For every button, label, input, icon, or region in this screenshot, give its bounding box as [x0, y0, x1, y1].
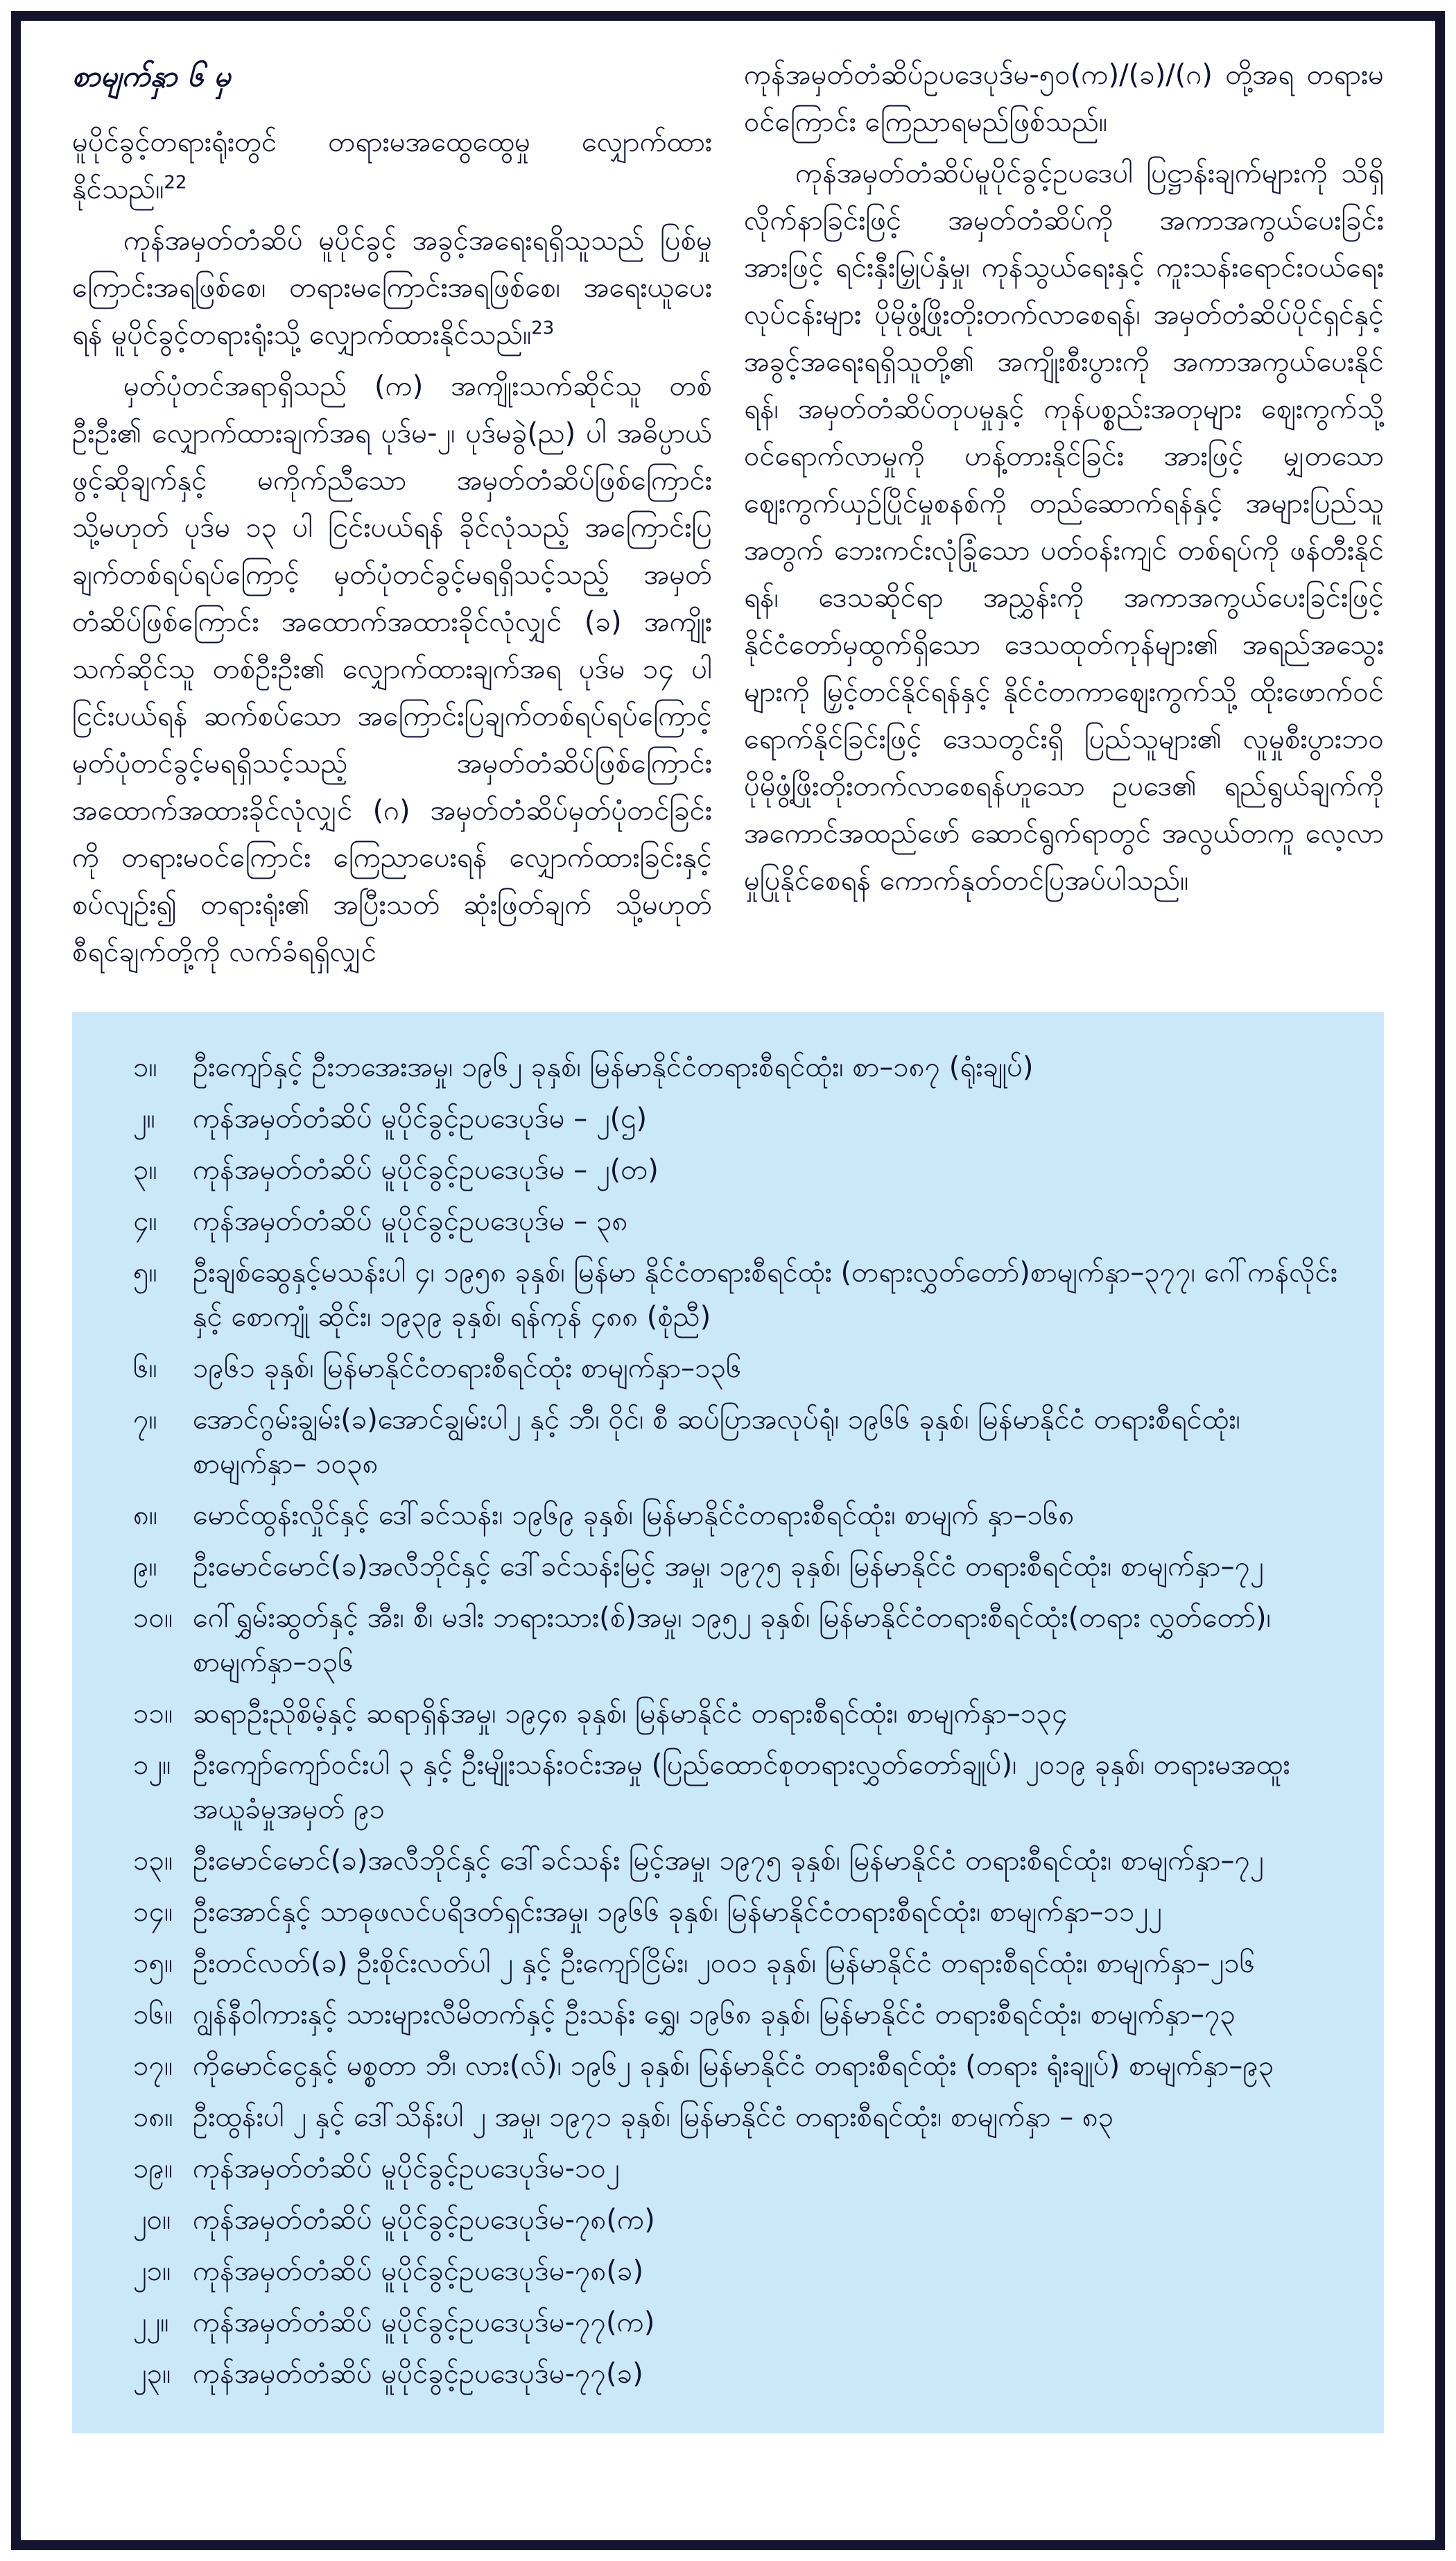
- reference-number: ၂။: [133, 1103, 155, 1135]
- reference-number: ၁၈။: [133, 2101, 173, 2134]
- reference-item-12: [104, 1743, 1352, 1831]
- reference-number: ၂၁။: [133, 2255, 171, 2288]
- right-column: [744, 51, 1384, 908]
- reference-text: ဂေါ်ရွှမ်းဆွတ်နှင့် အီး၊ စီ၊ မဒါး ဘရားသား(စ်)အမှု၊ ၁၉၅၂ ခုနှစ်၊ မြန်မာနိုင်ငံတရားစီရင်ထုံး(တရား လွှတ်တော်)၊ စာမျက်နှာ–၁၃၆: [193, 1602, 1271, 1679]
- reference-item-13: [104, 1838, 1352, 1883]
- reference-item-9: [104, 1544, 1352, 1589]
- reference-text: ဆရာဦးညိုစိမ့်နှင့် ဆရာရှိန်အမှု၊ ၁၉၄၈ ခုနှစ်၊ မြန်မာနိုင်ငံ တရားစီရင်ထုံး၊ စာမျက်နှာ–၁၃၄: [193, 1698, 1068, 1730]
- paragraph-5-text: ကုန်အမှတ်တံဆိပ်မူပိုင်ခွင့်ဥပဒေပါ ပြဋ္ဌာန်းချက်များကို သိရှိလိုက်နာခြင်းဖြင့် အမှတ်တံဆိပ်ကို အကာအကွယ်ပေးခြင်းအားဖြင့် ရင်းနှီးမြှုပ်နှံမှု၊ ကုန်သွယ်ရေးနှင့် ကူးသန်းရောင်းဝယ်ရေးလုပ်ငန်းများ ပိုမိုဖွံ့ဖြိုးတိုးတက်လာစေရန်၊ အမှတ်တံဆိပ်ပိုင်ရှင်နှင့် အခွင့်အရေးရရှိသူတို့၏ အကျိုးစီးပွားကို အကာအကွယ်ပေးနိုင်ရန်၊ အမှတ်တံဆိပ်တုပမှုနှင့် ကုန်ပစ္စည်းအတုများ ဈေးကွက်သို့ ဝင်ရောက်လာမှုကို ဟန့်တားနိုင်ခြင်း အားဖြင့် မျှတသော ဈေးကွက်ယှဉ်ပြိုင်မှုစနစ်ကို တည်ဆောက်ရန်နှင့် အများပြည်သူအတွက် ဘေးကင်းလုံခြုံသော ပတ်ဝန်းကျင် တစ်ရပ်ကို ဖန်တီးနိုင်ရန်၊ ဒေသဆိုင်ရာ အညွှန်းကို အကာအကွယ်ပေးခြင်းဖြင့် နိုင်ငံတော်မှထွက်ရှိသော ဒေသထုတ်ကုန်များ၏ အရည်အသွေးများကို မြှင့်တင်နိုင်ရန်နှင့် နိုင်ငံတကာဈေးကွက်သို့ ထိုးဖောက်ဝင်ရောက်နိုင်ခြင်းဖြင့် ဒေသတွင်းရှိ ပြည်သူများ၏ လူမှုစီးပွားဘဝ ပိုမိုဖွံ့ဖြိုးတိုးတက်လာစေရန်ဟူသော ဥပဒေ၏ ရည်ရွယ်ချက်ကို အကောင်အထည်ဖော် ဆောင်ရွက်ရာတွင် အလွယ်တကူ လေ့လာမှုပြုနိုင်စေရန် ကောက်နုတ်တင်ပြအပ်ပါသည်။: [744, 157, 1384, 897]
- reference-number: ၁၃။: [133, 1845, 173, 1877]
- page-border-frame: [11, 11, 1445, 2550]
- reference-number: ၁။: [133, 1051, 157, 1084]
- reference-item-7: [104, 1397, 1352, 1486]
- references-box: [72, 1012, 1384, 2433]
- reference-text: ဦးအောင်နှင့် သာဓုဖလင်ပရိဒတ်ရှင်းအမှု၊ ၁၉၆၆ ခုနှစ်၊ မြန်မာနိုင်ငံတရားစီရင်ထုံး၊ စာမျက်နှာ–၁၁၂၂: [193, 1896, 1162, 1929]
- reference-item-22: [104, 2300, 1352, 2345]
- paragraph-2-text: ကုန်အမှတ်တံဆိပ် မူပိုင်ခွင့် အခွင့်အရေးရရှိသူသည် ပြစ်မှုကြောင်းအရဖြစ်စေ၊ တရားမကြောင်းအရဖြစ်စေ၊ အရေးယူပေးရန် မူပိုင်ခွင့်တရားရုံးသို့ လျှောက်ထားနိုင်သည်။: [72, 225, 712, 352]
- reference-item-5: [104, 1250, 1352, 1339]
- paragraph-1-text: မူပိုင်ခွင့်တရားရုံးတွင် တရားမအထွေထွေမှု လျှောက်ထားနိုင်သည်။: [72, 126, 712, 206]
- footnote-ref-22: 22: [164, 173, 187, 194]
- page-content: [31, 31, 1425, 2530]
- reference-number: ၅။: [133, 1257, 157, 1289]
- reference-item-4: [104, 1199, 1352, 1243]
- reference-text: ဦးချစ်ဆွေနှင့်မသန်းပါ ၄၊ ၁၉၅၈ ခုနှစ်၊ မြန်မာ နိုင်ငံတရားစီရင်ထုံး (တရားလွှတ်တော်)စာမျက်နှာ–၃၇၇၊ ဂေါ်ကန်လိုင်းနှင့် စောကျုံ ဆိုင်း၊ ၁၉၃၉ ခုနှစ်၊ ရန်ကုန် ၄၈၈ (စုံညီ): [193, 1257, 1338, 1334]
- paragraph-1: [72, 119, 712, 213]
- reference-item-6: [104, 1346, 1352, 1390]
- reference-item-14: [104, 1890, 1352, 1934]
- reference-text: ဦးမောင်မောင်(ခ)အလီဘိုင်နှင့် ဒေါ်ခင်သန်း မြင့်အမှု၊ ၁၉၇၅ ခုနှစ်၊ မြန်မာနိုင်ငံ တရားစီရင်ထုံး၊ စာမျက်နှာ–၇၂: [193, 1845, 1264, 1877]
- reference-text: ကုန်အမှတ်တံဆိပ် မူပိုင်ခွင့်ဥပဒေပုဒ်မ-၇၇(ခ): [193, 2358, 643, 2390]
- reference-number: ၄။: [133, 1205, 157, 1238]
- reference-item-23: [104, 2352, 1352, 2396]
- reference-item-17: [104, 2044, 1352, 2088]
- paragraph-4-text: ကုန်အမှတ်တံဆိပ်ဥပဒေပုဒ်မ-၅၀(က)/(ခ)/(ဂ) တို့အရ တရားမဝင်ကြောင်း ကြေညာရမည်ဖြစ်သည်။: [744, 59, 1384, 138]
- reference-text: ကုန်အမှတ်တံဆိပ် မူပိုင်ခွင့်ဥပဒေပုဒ်မ – ၂(ဌ): [193, 1103, 648, 1135]
- reference-number: ၂၀။: [133, 2204, 171, 2236]
- reference-item-16: [104, 1992, 1352, 2037]
- two-column-text: [72, 51, 1384, 980]
- page-title: စာမျက်နှာ ၆ မှ: [72, 59, 231, 93]
- reference-number: ၂၂။: [133, 2306, 169, 2339]
- paragraph-5: [744, 150, 1384, 904]
- reference-number: ၁၁။: [133, 1698, 173, 1730]
- reference-item-15: [104, 1941, 1352, 1985]
- reference-number: ၃။: [133, 1154, 157, 1187]
- reference-text: ကုန်အမှတ်တံဆိပ် မူပိုင်ခွင့်ဥပဒေပုဒ်မ-၇၇(က): [193, 2306, 655, 2339]
- paragraph-3-text: မှတ်ပုံတင်အရာရှိသည် (က) အကျိုးသက်ဆိုင်သူ တစ်ဦးဦး၏ လျှောက်ထားချက်အရ ပုဒ်မ-၂၊ ပုဒ်မခွဲ(ည) ပါ အဓိပ္ပာယ်ဖွင့်ဆိုချက်နှင့် မကိုက်ညီသော အမှတ်တံဆိပ်ဖြစ်ကြောင်း သို့မဟုတ် ပုဒ်မ ၁၃ ပါ ငြင်းပယ်ရန် ခိုင်လုံသည့် အကြောင်းပြချက်တစ်ရပ်ရပ်ကြောင့် မှတ်ပုံတင်ခွင့်မရရှိသင့်သည့် အမှတ်တံဆိပ်ဖြစ်ကြောင်း အထောက်အထားခိုင်လုံလျှင် (ခ) အကျိုးသက်ဆိုင်သူ တစ်ဦးဦး၏ လျှောက်ထားချက်အရ ပုဒ်မ ၁၄ ပါ ငြင်းပယ်ရန် ဆက်စပ်သော အကြောင်းပြချက်တစ်ရပ်ရပ်ကြောင့် မှတ်ပုံတင်ခွင့်မရရှိသင့်သည့် အမှတ်တံဆိပ်ဖြစ်ကြောင်း အထောက်အထားခိုင်လုံလျှင် (ဂ) အမှတ်တံဆိပ်မှတ်ပုံတင်ခြင်းကို တရားမဝင်ကြောင်း ကြေညာပေးရန် လျှောက်ထားခြင်းနှင့်စပ်လျဉ်း၍ တရားရုံး၏ အပြီးသတ် ဆုံးဖြတ်ချက် သို့မဟုတ် စီရင်ချက်တို့ကို လက်ခံရရှိလျှင်: [72, 370, 712, 969]
- reference-item-8: [104, 1493, 1352, 1537]
- reference-text: ဦးကျော်နှင့် ဦးဘအေးအမှု၊ ၁၉၆၂ ခုနှစ်၊ မြန်မာနိုင်ငံတရားစီရင်ထုံး၊ စာ–၁၈၇ (ရုံးချုပ်): [193, 1051, 1034, 1084]
- reference-text: ကုန်အမှတ်တံဆိပ် မူပိုင်ခွင့်ဥပဒေပုဒ်မ – ၃၈: [193, 1205, 628, 1238]
- reference-text: ကုန်အမှတ်တံဆိပ် မူပိုင်ခွင့်ဥပဒေပုဒ်မ – ၂(တ): [193, 1154, 659, 1187]
- reference-number: ၁၆။: [133, 1999, 173, 2031]
- reference-number: ၁၉။: [133, 2153, 173, 2185]
- reference-number: ၁၇။: [133, 2050, 173, 2083]
- reference-text: ဦးမောင်မောင်(ခ)အလီဘိုင်နှင့် ဒေါ်ခင်သန်းမြင့် အမှု၊ ၁၉၇၅ ခုနှစ်၊ မြန်မာနိုင်ငံ တရားစီရင်ထုံး၊ စာမျက်နှာ–၇၂: [193, 1551, 1264, 1583]
- reference-text: မောင်ထွန်းလှိုင်နှင့် ဒေါ်ခင်သန်း၊ ၁၉၆၉ ခုနှစ်၊ မြန်မာနိုင်ငံတရားစီရင်ထုံး၊ စာမျက် နှာ–၁၆၈: [193, 1499, 1075, 1532]
- reference-item-20: [104, 2198, 1352, 2242]
- reference-text: ဦးတင်လတ်(ခ) ဦးစိုင်းလတ်ပါ ၂ နှင့် ဦးကျော်ငြိမ်း၊ ၂၀၀၁ ခုနှစ်၊ မြန်မာနိုင်ငံ တရားစီရင်ထုံး၊ စာမျက်နှာ–၂၁၆: [193, 1947, 1256, 1980]
- reference-item-21: [104, 2249, 1352, 2293]
- reference-number: ၇။: [133, 1404, 157, 1436]
- reference-number: ၁၅။: [133, 1947, 173, 1980]
- reference-number: ၈။: [133, 1499, 157, 1532]
- left-column: [72, 51, 712, 980]
- reference-item-18: [104, 2095, 1352, 2139]
- reference-text: ၁၉၆၁ ခုနှစ်၊ မြန်မာနိုင်ငံတရားစီရင်ထုံး စာမျက်နှာ–၁၃၆: [193, 1352, 742, 1385]
- reference-text: ကုန်အမှတ်တံဆိပ် မူပိုင်ခွင့်ဥပဒေပုဒ်မ-၇၈(ခ): [193, 2255, 644, 2288]
- footnote-ref-23: 23: [531, 318, 555, 340]
- reference-number: ၁၂။: [133, 1749, 171, 1782]
- reference-text: အောင်ဂွမ်းချွမ်း(ခ)အောင်ချွမ်းပါ၂ နှင့် ဘီ၊ ဝိုင်၊ စီ ဆပ်ပြာအလုပ်ရုံ၊ ၁၉၆၆ ခုနှစ်၊ မြန်မာနိုင်ငံ တရားစီရင်ထုံး၊ စာမျက်နှာ– ၁၀၃၈: [193, 1404, 1240, 1481]
- reference-item-1: [104, 1045, 1352, 1089]
- reference-item-2: [104, 1096, 1352, 1141]
- reference-text: ကုန်အမှတ်တံဆိပ် မူပိုင်ခွင့်ဥပဒေပုဒ်မ-၁၀၂: [193, 2153, 620, 2185]
- reference-number: ၆။: [133, 1352, 157, 1385]
- paragraph-4: [744, 51, 1384, 146]
- reference-number: ၉။: [133, 1551, 157, 1583]
- reference-text: ဦးကျော်ကျော်ဝင်းပါ ၃ နှင့် ဦးမျိုးသန်းဝင်းအမှု (ပြည်ထောင်စုတရားလွှတ်တော်ချုပ်)၊ ၂၀၁၉ ခုနှစ်၊ တရားမအထူးအယူခံမှုအမှတ် ၉၁: [193, 1749, 1290, 1826]
- reference-item-3: [104, 1148, 1352, 1192]
- reference-text: ကိုမောင်ငွေနှင့် မစ္စတာ ဘီ၊ လား(လ်)၊ ၁၉၆၂ ခုနှစ်၊ မြန်မာနိုင်ငံ တရားစီရင်ထုံး (တရား ရုံးချုပ်) စာမျက်နှာ–၉၃: [193, 2050, 1274, 2083]
- reference-item-19: [104, 2146, 1352, 2191]
- reference-text: ကုန်အမှတ်တံဆိပ် မူပိုင်ခွင့်ဥပဒေပုဒ်မ-၇၈(က): [193, 2204, 655, 2236]
- reference-item-11: [104, 1691, 1352, 1736]
- reference-number: ၁၄။: [133, 1896, 173, 1929]
- reference-number: ၁၀။: [133, 1602, 173, 1635]
- reference-text: ဦးထွန်းပါ ၂ နှင့် ဒေါ်သိန်းပါ ၂ အမှု၊ ၁၉၇၁ ခုနှစ်၊ မြန်မာနိုင်ငံ တရားစီရင်ထုံး၊ စာမျက်နှာ – ၈၃: [193, 2101, 1114, 2134]
- paragraph-2: [72, 217, 712, 359]
- reference-item-10: [104, 1596, 1352, 1684]
- reference-text: ဂျွန်နီဝါကားနှင့် သားများလီမိတက်နှင့် ဦးသန်း ရွှေ၊ ၁၉၆၈ ခုနှစ်၊ မြန်မာနိုင်ငံ တရားစီရင်ထုံး၊ စာမျက်နှာ–၇၃: [193, 1999, 1236, 2031]
- paragraph-3: [72, 363, 712, 976]
- reference-number: ၂၃။: [133, 2358, 171, 2390]
